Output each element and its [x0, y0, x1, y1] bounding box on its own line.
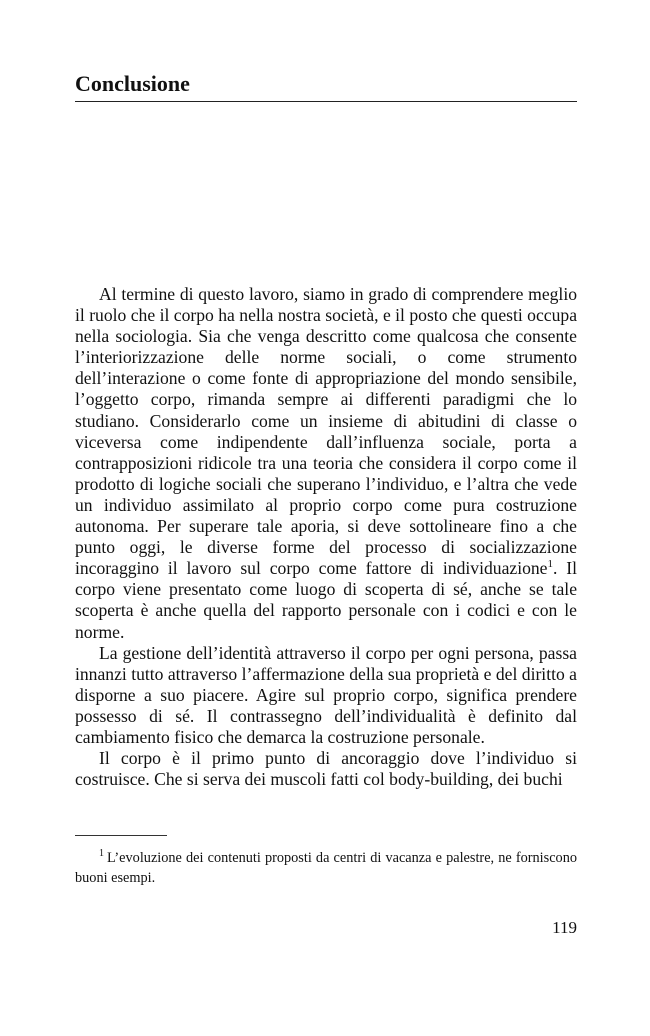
paragraph-text: . Il corpo viene presentato come luogo di scoperta di sé, anche se tale scoperta è anche quella del rapporto personale con i codici e con le norme. [75, 558, 577, 642]
paragraph [75, 284, 577, 643]
footnote-number: 1 [99, 848, 104, 860]
paragraph-text: Al termine di questo lavoro, siamo in grado di comprendere meglio il ruolo che il corpo ha nella nostra società, e il posto che questi occupa nella sociologia. Sia che venga descritto come qualcosa che consente l’interiorizzazione delle norme sociali, o come strumento dell’interazione o come fonte di appropriazione del mondo sensibile, l’oggetto corpo, rimanda sempre ai differenti paradigmi che lo studiano. Considerarlo come un insieme di abitudini di classe o viceversa come indipendente dall’influenza sociale, porta a contrapposizioni ridicole tra una teoria che considera il corpo come il prodotto di logiche sociali che superano l’individuo, e l’altra che vede un individuo assimilato al proprio corpo come pura costruzione autonoma. Per superare tale aporia, si deve sottolineare fino a che punto oggi, le diverse forme del processo di socializzazione incoraggino il lavoro sul corpo come fattore di individuazione [75, 284, 577, 579]
title-divider [75, 101, 577, 102]
footnote-text: L’evoluzione dei contenuti proposti da centri di vacanza e palestre, ne forniscono buoni esempi. [75, 850, 577, 886]
footnote-reference[interactable]: 1 [547, 558, 553, 571]
footnote-divider [75, 835, 167, 836]
paragraph: La gestione dell’identità attraverso il corpo per ogni persona, passa innanzi tutto attraverso l’affermazione della sua proprietà e del diritto a disporne a suo piacere. Agire sul proprio corpo, significa prendere possesso di sé. Il contrassegno dell’individualità è definito dal cambiamento fisico che demarca la costruzione personale. [75, 642, 577, 747]
paragraph: Il corpo è il primo punto di ancoraggio dove l’individuo si costruisce. Che si serva dei muscoli fatti col body-building, dei buchi [75, 748, 577, 790]
page-number: 119 [552, 918, 577, 937]
footnote [75, 848, 577, 888]
chapter-title: Conclusione [75, 71, 190, 96]
body-text [75, 284, 577, 790]
